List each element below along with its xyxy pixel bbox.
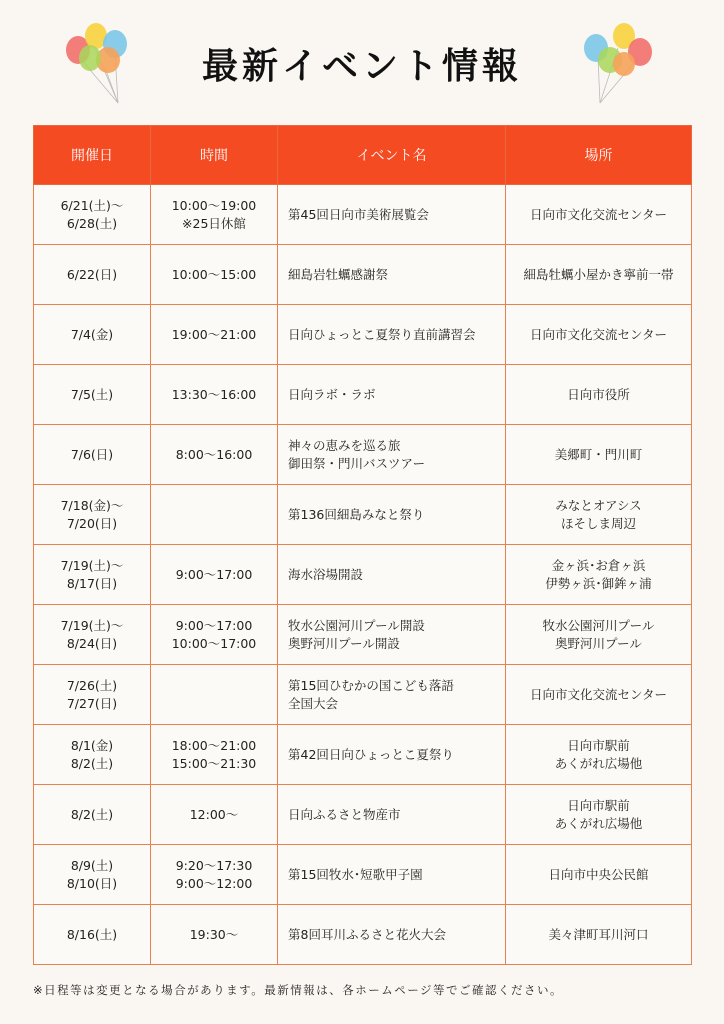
cell-date: 8/2(土) bbox=[34, 785, 151, 845]
cell-time: 19:30～ bbox=[151, 905, 278, 965]
cell-date: 7/6(日) bbox=[34, 425, 151, 485]
cell-date: 7/19(土)～ 8/24(日) bbox=[34, 605, 151, 665]
table-row bbox=[34, 365, 692, 425]
table-row bbox=[34, 605, 692, 665]
cell-place: 美々津町耳川河口 bbox=[506, 905, 692, 965]
cell-date: 7/18(金)～ 7/20(日) bbox=[34, 485, 151, 545]
cell-event: 日向ひょっとこ夏祭り直前講習会 bbox=[278, 305, 506, 365]
cell-place: 日向市駅前 あくがれ広場他 bbox=[506, 725, 692, 785]
cell-place: 日向市文化交流センター bbox=[506, 185, 692, 245]
events-table bbox=[33, 125, 692, 965]
cell-event: 第136回細島みなと祭り bbox=[278, 485, 506, 545]
cell-event: 細島岩牡蠣感謝祭 bbox=[278, 245, 506, 305]
cell-place: 日向市役所 bbox=[506, 365, 692, 425]
cell-date: 7/4(金) bbox=[34, 305, 151, 365]
cell-date: 7/5(土) bbox=[34, 365, 151, 425]
table-row bbox=[34, 665, 692, 725]
cell-time: 8:00～16:00 bbox=[151, 425, 278, 485]
cell-place: 日向市文化交流センター bbox=[506, 305, 692, 365]
cell-event: 第8回耳川ふるさと花火大会 bbox=[278, 905, 506, 965]
header-event-name: イベント名 bbox=[278, 126, 506, 185]
table-row bbox=[34, 905, 692, 965]
cell-time: 9:20～17:30 9:00～12:00 bbox=[151, 845, 278, 905]
cell-time: 9:00～17:00 bbox=[151, 545, 278, 605]
cell-event: 日向ふるさと物産市 bbox=[278, 785, 506, 845]
table-row bbox=[34, 785, 692, 845]
table-header-row bbox=[34, 126, 692, 185]
cell-place: 細島牡蠣小屋かき寧前一帯 bbox=[506, 245, 692, 305]
cell-place: 金ヶ浜･お倉ヶ浜 伊勢ヶ浜･御鉾ヶ浦 bbox=[506, 545, 692, 605]
table-row bbox=[34, 485, 692, 545]
cell-event: 第45回日向市美術展覧会 bbox=[278, 185, 506, 245]
table-row bbox=[34, 725, 692, 785]
table-row bbox=[34, 425, 692, 485]
cell-event: 日向ラボ・ラボ bbox=[278, 365, 506, 425]
table-row bbox=[34, 305, 692, 365]
cell-event: 第42回日向ひょっとこ夏祭り bbox=[278, 725, 506, 785]
cell-date: 7/19(土)～ 8/17(日) bbox=[34, 545, 151, 605]
page-title: 最新イベント情報 bbox=[201, 46, 522, 87]
cell-time: 13:30～16:00 bbox=[151, 365, 278, 425]
cell-time: 10:00～19:00 ※25日休館 bbox=[151, 185, 278, 245]
header-date: 開催日 bbox=[34, 126, 151, 185]
cell-date: 6/22(日) bbox=[34, 245, 151, 305]
cell-date: 8/16(土) bbox=[34, 905, 151, 965]
cell-time: 10:00～15:00 bbox=[151, 245, 278, 305]
table-row bbox=[34, 545, 692, 605]
header-place: 場所 bbox=[506, 126, 692, 185]
cell-date: 7/26(土) 7/27(日) bbox=[34, 665, 151, 725]
cell-event: 神々の恵みを巡る旅 御田祭・門川バスツアー bbox=[278, 425, 506, 485]
cell-place: 日向市文化交流センター bbox=[506, 665, 692, 725]
cell-time: 9:00～17:00 10:00～17:00 bbox=[151, 605, 278, 665]
cell-time bbox=[151, 485, 278, 545]
header-time: 時間 bbox=[151, 126, 278, 185]
cell-place: 美郷町・門川町 bbox=[506, 425, 692, 485]
cell-place: みなとオアシス ほそしま周辺 bbox=[506, 485, 692, 545]
cell-event: 第15回牧水･短歌甲子園 bbox=[278, 845, 506, 905]
cell-date: 8/1(金) 8/2(土) bbox=[34, 725, 151, 785]
cell-event: 牧水公園河川プール開設 奥野河川プール開設 bbox=[278, 605, 506, 665]
cell-date: 8/9(土) 8/10(日) bbox=[34, 845, 151, 905]
table-row bbox=[34, 185, 692, 245]
cell-time bbox=[151, 665, 278, 725]
cell-place: 日向市中央公民館 bbox=[506, 845, 692, 905]
table-row bbox=[34, 845, 692, 905]
cell-place: 日向市駅前 あくがれ広場他 bbox=[506, 785, 692, 845]
cell-date: 6/21(土)～ 6/28(土) bbox=[34, 185, 151, 245]
cell-event: 第15回ひむかの国こども落語 全国大会 bbox=[278, 665, 506, 725]
cell-place: 牧水公園河川プール 奥野河川プール bbox=[506, 605, 692, 665]
cell-event: 海水浴場開設 bbox=[278, 545, 506, 605]
cell-time: 19:00～21:00 bbox=[151, 305, 278, 365]
cell-time: 18:00～21:00 15:00～21:30 bbox=[151, 725, 278, 785]
footnote: ※日程等は変更となる場合があります。最新情報は、各ホームページ等でご確認ください。 bbox=[33, 983, 563, 997]
table-row bbox=[34, 245, 692, 305]
cell-time: 12:00～ bbox=[151, 785, 278, 845]
